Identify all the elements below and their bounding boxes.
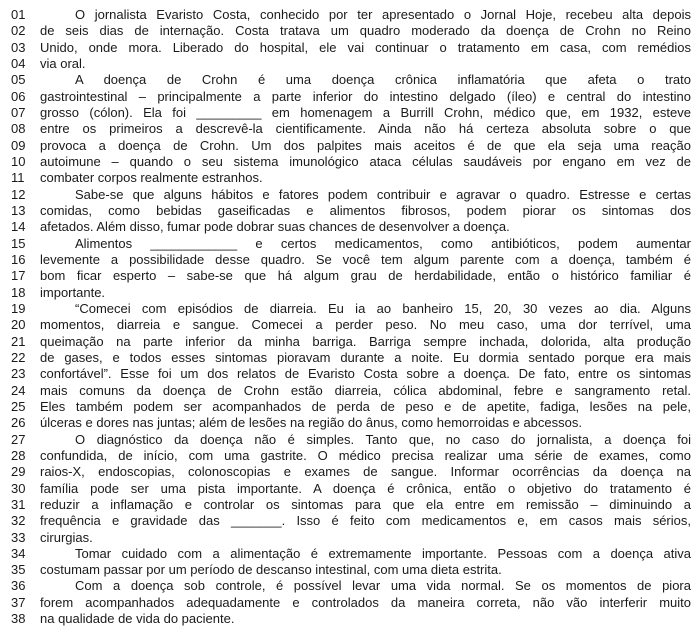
document-line [11, 383, 691, 399]
document-line [11, 56, 691, 72]
line-number: 04 [11, 55, 26, 71]
line-text: raios-X, endoscopias, colonoscopias e exames de sangue. Informar ocorrências da doença na [40, 464, 691, 480]
line-text: cirurgias. [40, 529, 93, 545]
line-text: levemente a possibilidade desse quadro. Se você tem algum parente com a doença, também é [40, 251, 691, 267]
document-line [11, 285, 691, 301]
document-line [11, 334, 691, 350]
line-number: 19 [11, 300, 26, 316]
line-text: autoimune – quando o seu sistema imunológico ataca células saudáveis por engano em vez de [40, 153, 691, 169]
line-text: costumam passar por um período de descanso intestinal, com uma dieta estrita. [40, 562, 502, 578]
line-number: 26 [11, 415, 26, 431]
line-number: 24 [11, 382, 26, 398]
line-number: 08 [11, 121, 26, 137]
line-text: queimação na parte inferior da minha barriga. Barriga sempre inchada, dolorida, alta produção [40, 333, 691, 349]
line-number: 16 [11, 251, 26, 267]
line-text: comidas, como bebidas gaseificadas e alimentos fibrosos, podem piorar os sintomas dos [40, 202, 691, 218]
document-line [11, 268, 691, 284]
line-number: 35 [11, 562, 26, 578]
line-number: 38 [11, 611, 26, 627]
document-line [11, 546, 691, 562]
line-text: confundida, de início, com uma gastrite. O médico precisa realizar uma série de exames, como [40, 447, 691, 463]
line-number: 22 [11, 349, 26, 365]
line-text: frequência e gravidade das _______. Isso é feito com medicamentos e, em casos mais sérios, [40, 513, 691, 529]
line-text: “Comecei com episódios de diarreia. Eu ia ao banheiro 15, 20, 30 vezes ao dia. Alguns [75, 300, 691, 316]
document-line [11, 72, 691, 88]
document-line [11, 317, 691, 333]
line-number: 10 [11, 153, 26, 169]
document-line [11, 203, 691, 219]
line-text: afetados. Além disso, fumar pode dobrar suas chances de desenvolver a doença. [40, 219, 510, 235]
line-text: momentos, diarreia e sangue. Comecei a perder peso. No meu caso, uma dor terrível, uma [40, 317, 691, 333]
line-text: bom ficar esperto – sabe-se que há algum grau de herdabilidade, então o histórico familiar é [40, 268, 691, 284]
line-number: 01 [11, 7, 26, 22]
line-text: grosso (cólon). Ela foi _________ em homenagem a Burrill Crohn, médico que, em 1932, esteve [40, 104, 691, 120]
document-line [11, 366, 691, 382]
line-text: Sabe-se que alguns hábitos e fatores podem contribuir e agravar o quadro. Estresse e certas [75, 186, 691, 202]
line-text: entre os primeiros a descrevê-la cientificamente. Ainda não há certeza absoluta sobre o que [40, 121, 691, 137]
document-line [11, 399, 691, 415]
line-number: 03 [11, 39, 26, 55]
document-line [11, 170, 691, 186]
line-number: 11 [11, 170, 25, 186]
line-number: 29 [11, 464, 26, 480]
document-line [11, 350, 691, 366]
document-line [11, 154, 691, 170]
document-line [11, 252, 691, 268]
line-text: Alimentos ____________ e certos medicamentos, como antibióticos, podem aumentar [75, 235, 691, 251]
line-number: 13 [11, 202, 26, 218]
line-text: na qualidade de vida do paciente. [40, 611, 235, 627]
document-line [11, 578, 691, 594]
line-text: reduzir a inflamação e controlar os sintomas para que ela entre em remissão – diminuindo a [40, 496, 691, 512]
document-line [11, 530, 691, 546]
line-number: 28 [11, 447, 26, 463]
document-line [11, 23, 691, 39]
line-text: família pode ser uma pista importante. A doença é crônica, então o objetivo do tratamento é [40, 480, 691, 496]
document-line [11, 562, 691, 578]
document-line [11, 7, 691, 23]
document-line [11, 497, 691, 513]
document-line [11, 415, 691, 431]
document-line [11, 301, 691, 317]
line-text: úlceras e dores nas juntas; além de lesões na região do ânus, como hemorroidas e abcessos. [40, 415, 582, 431]
document-lines [11, 7, 691, 627]
document-line [11, 89, 691, 105]
document-line [11, 464, 691, 480]
line-number: 05 [11, 72, 26, 88]
line-number: 25 [11, 398, 26, 414]
line-text: confortável”. Esse foi um dos relatos de Evaristo Costa sobre a doença. De fato, entre os sintomas [40, 366, 691, 382]
line-text: Com a doença sob controle, é possível levar uma vida normal. Se os momentos de piora [75, 578, 691, 594]
document-line [11, 105, 691, 121]
document-line [11, 448, 691, 464]
document-line [11, 611, 691, 627]
line-number: 09 [11, 137, 26, 153]
line-text: O jornalista Evaristo Costa, conhecido por ter apresentado o Jornal Hoje, recebeu alta depois [75, 7, 691, 22]
document-line [11, 138, 691, 154]
document-line [11, 187, 691, 203]
document-line [11, 481, 691, 497]
line-text: forem acompanhados adequadamente e controlados da maneira correta, não vão interferir muito [40, 594, 691, 610]
line-number: 37 [11, 594, 26, 610]
line-text: gastrointestinal – principalmente a parte inferior do intestino delgado (íleo) e central do intestino [40, 88, 691, 104]
line-number: 23 [11, 366, 26, 382]
line-text: de gases, e todos esses sintomas pioravam durante a noite. Eu dormia sentado porque era mais [40, 349, 691, 365]
document-line [11, 432, 691, 448]
line-number: 14 [11, 219, 26, 235]
line-text: Unido, onde mora. Liberado do hospital, ele vai continuar o tratamento em casa, com remédios [40, 39, 691, 55]
line-text: Eles também podem ser acompanhados de perda de peso e de apetite, fadiga, lesões na pele, [40, 398, 691, 414]
document-line [11, 595, 691, 611]
line-number: 06 [11, 88, 26, 104]
line-number: 34 [11, 545, 26, 561]
line-number: 12 [11, 186, 26, 202]
document-line [11, 513, 691, 529]
line-number: 31 [11, 496, 26, 512]
line-number: 32 [11, 513, 26, 529]
line-number: 27 [11, 431, 26, 447]
document-line [11, 121, 691, 137]
line-number: 30 [11, 480, 26, 496]
line-text: combater corpos realmente estranhos. [40, 170, 263, 186]
line-number: 07 [11, 104, 26, 120]
document-line [11, 236, 691, 252]
line-number: 17 [11, 268, 26, 284]
line-text: de seis dias de internação. Costa tratava um quadro moderado da doença de Crohn no Reino [40, 23, 691, 39]
line-number: 36 [11, 578, 26, 594]
line-text: mais comuns da doença de Crohn estão diarreia, cólica abdominal, febre e sangramento retal. [40, 382, 691, 398]
line-text: importante. [40, 284, 106, 300]
line-text: O diagnóstico da doença não é simples. Tanto que, no caso do jornalista, a doença foi [75, 431, 691, 447]
line-number: 18 [11, 284, 26, 300]
line-number: 02 [11, 23, 26, 39]
line-number: 21 [11, 333, 26, 349]
line-text: Tomar cuidado com a alimentação é extremamente importante. Pessoas com a doença ativa [75, 545, 691, 561]
line-text: via oral. [40, 55, 86, 71]
line-text: A doença de Crohn é uma doença crônica inflamatória que afeta o trato [75, 72, 691, 88]
line-text: provoca a doença de Crohn. Um dos palpites mais aceitos é de que ela seja uma reação [40, 137, 691, 153]
line-number: 15 [11, 235, 26, 251]
document-line [11, 40, 691, 56]
line-number: 33 [11, 529, 26, 545]
document-line [11, 219, 691, 235]
line-number: 20 [11, 317, 26, 333]
